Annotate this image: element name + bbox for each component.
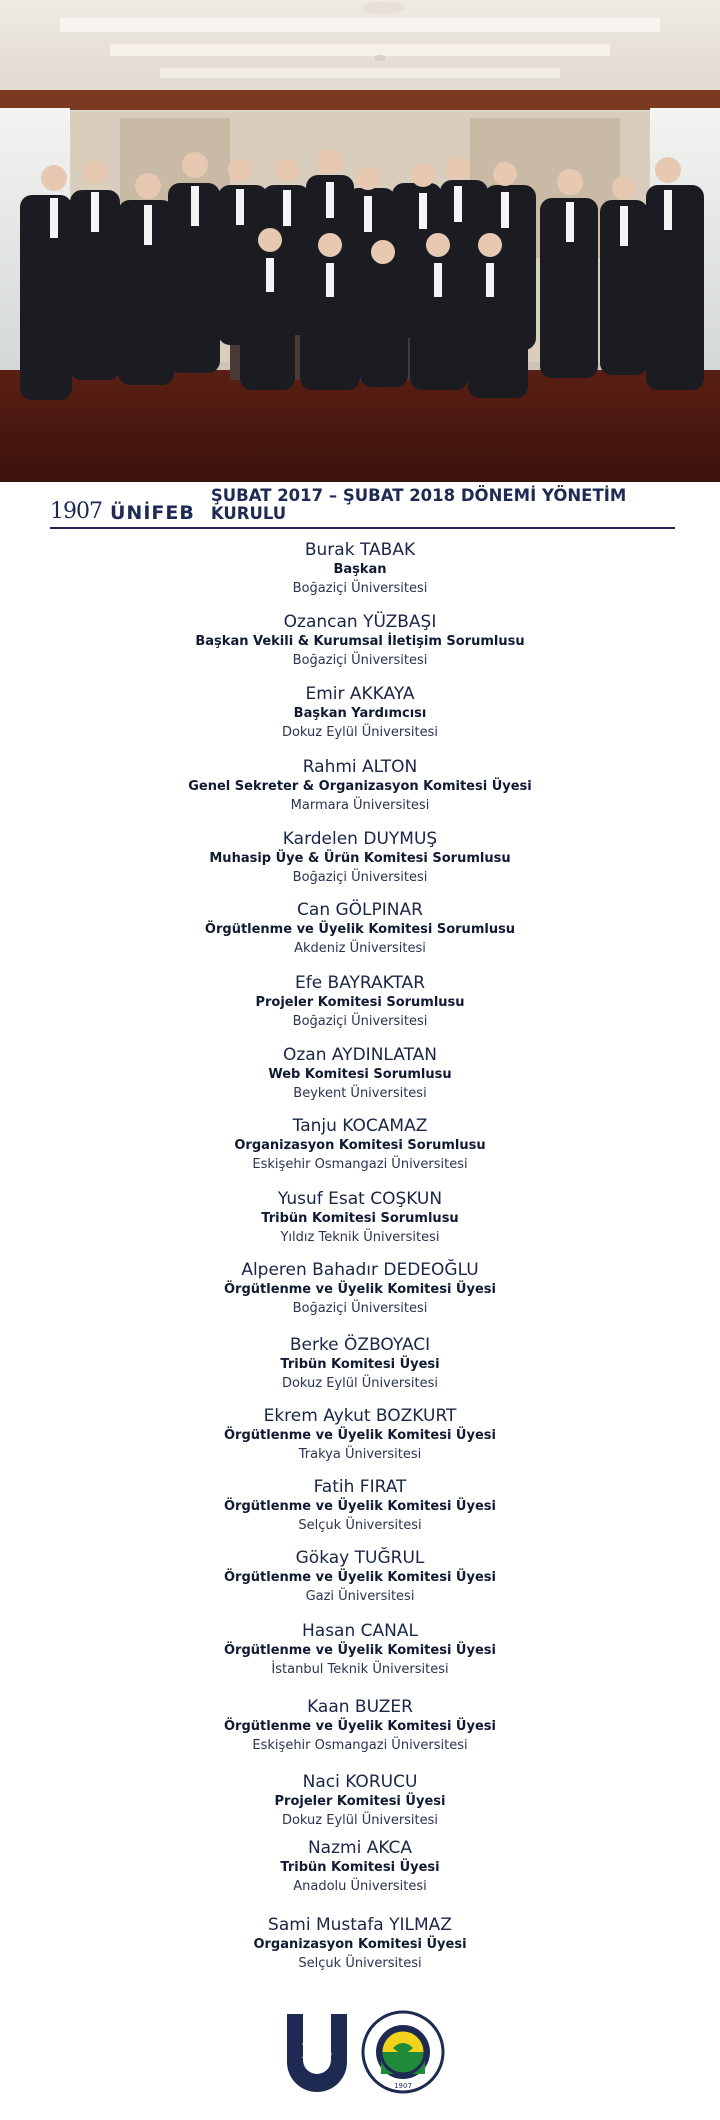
member-university: Yıldız Teknik Üniversitesi	[280, 1230, 440, 1245]
member-entry	[0, 1406, 720, 1464]
member-entry	[0, 900, 720, 958]
member-role: Web Komitesi Sorumlusu	[268, 1067, 452, 1082]
logo-row	[285, 2008, 445, 2100]
member-role: Örgütlenme ve Üyelik Komitesi Üyesi	[224, 1570, 496, 1585]
member-role: Genel Sekreter & Organizasyon Komitesi Üyesi	[188, 779, 532, 794]
member-university: Eskişehir Osmangazi Üniversitesi	[252, 1738, 468, 1753]
member-entry	[0, 1189, 720, 1247]
member-entry	[0, 540, 720, 598]
member-role: Örgütlenme ve Üyelik Komitesi Üyesi	[224, 1499, 496, 1514]
member-name: Naci KORUCU	[302, 1772, 418, 1792]
member-entry	[0, 757, 720, 815]
member-role: Tribün Komitesi Üyesi	[280, 1860, 440, 1875]
member-role: Organizasyon Komitesi Üyesi	[253, 1937, 467, 1952]
member-university: Boğaziçi Üniversitesi	[292, 1014, 428, 1029]
member-name: Fatih FIRAT	[313, 1477, 407, 1497]
member-role: Başkan Vekili & Kurumsal İletişim Sorumlusu	[195, 634, 525, 649]
member-entry	[0, 1621, 720, 1679]
unifeb-logo-letters: FB	[301, 2039, 333, 2063]
member-name: Ozancan YÜZBAŞI	[283, 612, 437, 632]
member-name: Emir AKKAYA	[305, 684, 415, 704]
group-photo	[0, 0, 720, 482]
member-entry	[0, 1045, 720, 1103]
member-university: Boğaziçi Üniversitesi	[292, 581, 428, 596]
board-header	[50, 485, 675, 529]
member-role: Organizasyon Komitesi Sorumlusu	[234, 1138, 486, 1153]
member-university: Boğaziçi Üniversitesi	[292, 1301, 428, 1316]
member-role: Muhasip Üye & Ürün Komitesi Sorumlusu	[209, 851, 511, 866]
member-university: Anadolu Üniversitesi	[293, 1879, 427, 1894]
member-university: Dokuz Eylül Üniversitesi	[281, 1376, 439, 1391]
member-university: İstanbul Teknik Üniversitesi	[271, 1662, 449, 1677]
member-name: Alperen Bahadır DEDEOĞLU	[241, 1260, 479, 1280]
member-entry	[0, 1915, 720, 1973]
member-entry	[0, 973, 720, 1031]
member-name: Tanju KOCAMAZ	[292, 1116, 428, 1136]
member-name: Burak TABAK	[304, 540, 416, 560]
member-university: Gazi Üniversitesi	[305, 1589, 415, 1604]
member-university: Marmara Üniversitesi	[290, 798, 430, 813]
member-entry	[0, 1477, 720, 1535]
member-university: Dokuz Eylül Üniversitesi	[281, 725, 439, 740]
header-title: ŞUBAT 2017 – ŞUBAT 2018 DÖNEMİ YÖNETİM KURULU	[210, 485, 627, 523]
member-entry	[0, 1335, 720, 1393]
member-entry	[0, 1548, 720, 1606]
member-university: Dokuz Eylül Üniversitesi	[281, 1813, 439, 1828]
member-role: Örgütlenme ve Üyelik Komitesi Üyesi	[224, 1643, 496, 1658]
member-entry	[0, 684, 720, 742]
member-university: Akdeniz Üniversitesi	[294, 941, 426, 956]
member-university: Trakya Üniversitesi	[298, 1447, 422, 1462]
member-name: Sami Mustafa YILMAZ	[268, 1915, 452, 1935]
header-brand: ÜNİFEB	[110, 502, 195, 524]
member-entry	[0, 612, 720, 670]
member-name: Ekrem Aykut BOZKURT	[263, 1406, 457, 1426]
member-entry	[0, 1116, 720, 1174]
member-role: Projeler Komitesi Üyesi	[274, 1794, 446, 1809]
unifeb-logo	[287, 2014, 347, 2092]
member-entry	[0, 1838, 720, 1896]
member-entry	[0, 829, 720, 887]
member-name: Gökay TUĞRUL	[295, 1548, 425, 1568]
member-university: Selçuk Üniversitesi	[298, 1518, 422, 1533]
member-name: Kardelen DUYMUŞ	[282, 829, 438, 849]
member-role: Örgütlenme ve Üyelik Komitesi Üyesi	[224, 1428, 496, 1443]
member-entry	[0, 1260, 720, 1318]
club-seal	[363, 2012, 443, 2092]
member-role: Örgütlenme ve Üyelik Komitesi Üyesi	[224, 1719, 496, 1734]
member-name: Yusuf Esat COŞKUN	[277, 1189, 443, 1209]
member-name: Rahmi ALTON	[302, 757, 418, 777]
member-role: Örgütlenme ve Üyelik Komitesi Sorumlusu	[204, 922, 516, 937]
club-seal-year: 1907	[394, 2082, 412, 2090]
member-name: Can GÖLPINAR	[297, 900, 423, 920]
member-name: Hasan CANAL	[302, 1621, 418, 1641]
member-university: Boğaziçi Üniversitesi	[292, 653, 428, 668]
member-role: Başkan	[333, 562, 387, 577]
member-name: Ozan AYDINLATAN	[283, 1045, 437, 1065]
member-role: Tribün Komitesi Üyesi	[280, 1357, 440, 1372]
member-university: Beykent Üniversitesi	[293, 1086, 427, 1101]
member-name: Berke ÖZBOYACI	[289, 1335, 431, 1355]
member-university: Eskişehir Osmangazi Üniversitesi	[252, 1157, 468, 1172]
member-university: Boğaziçi Üniversitesi	[292, 870, 428, 885]
member-role: Projeler Komitesi Sorumlusu	[255, 995, 465, 1010]
member-university: Selçuk Üniversitesi	[298, 1956, 422, 1971]
member-entry	[0, 1772, 720, 1830]
member-role: Başkan Yardımcısı	[293, 706, 427, 721]
member-name: Efe BAYRAKTAR	[294, 973, 426, 993]
member-name: Nazmi AKCA	[307, 1838, 413, 1858]
member-entry	[0, 1697, 720, 1755]
member-role: Örgütlenme ve Üyelik Komitesi Üyesi	[224, 1282, 496, 1297]
member-name: Kaan BUZER	[307, 1697, 413, 1717]
member-role: Tribün Komitesi Sorumlusu	[261, 1211, 459, 1226]
header-year: 1907	[50, 499, 102, 524]
